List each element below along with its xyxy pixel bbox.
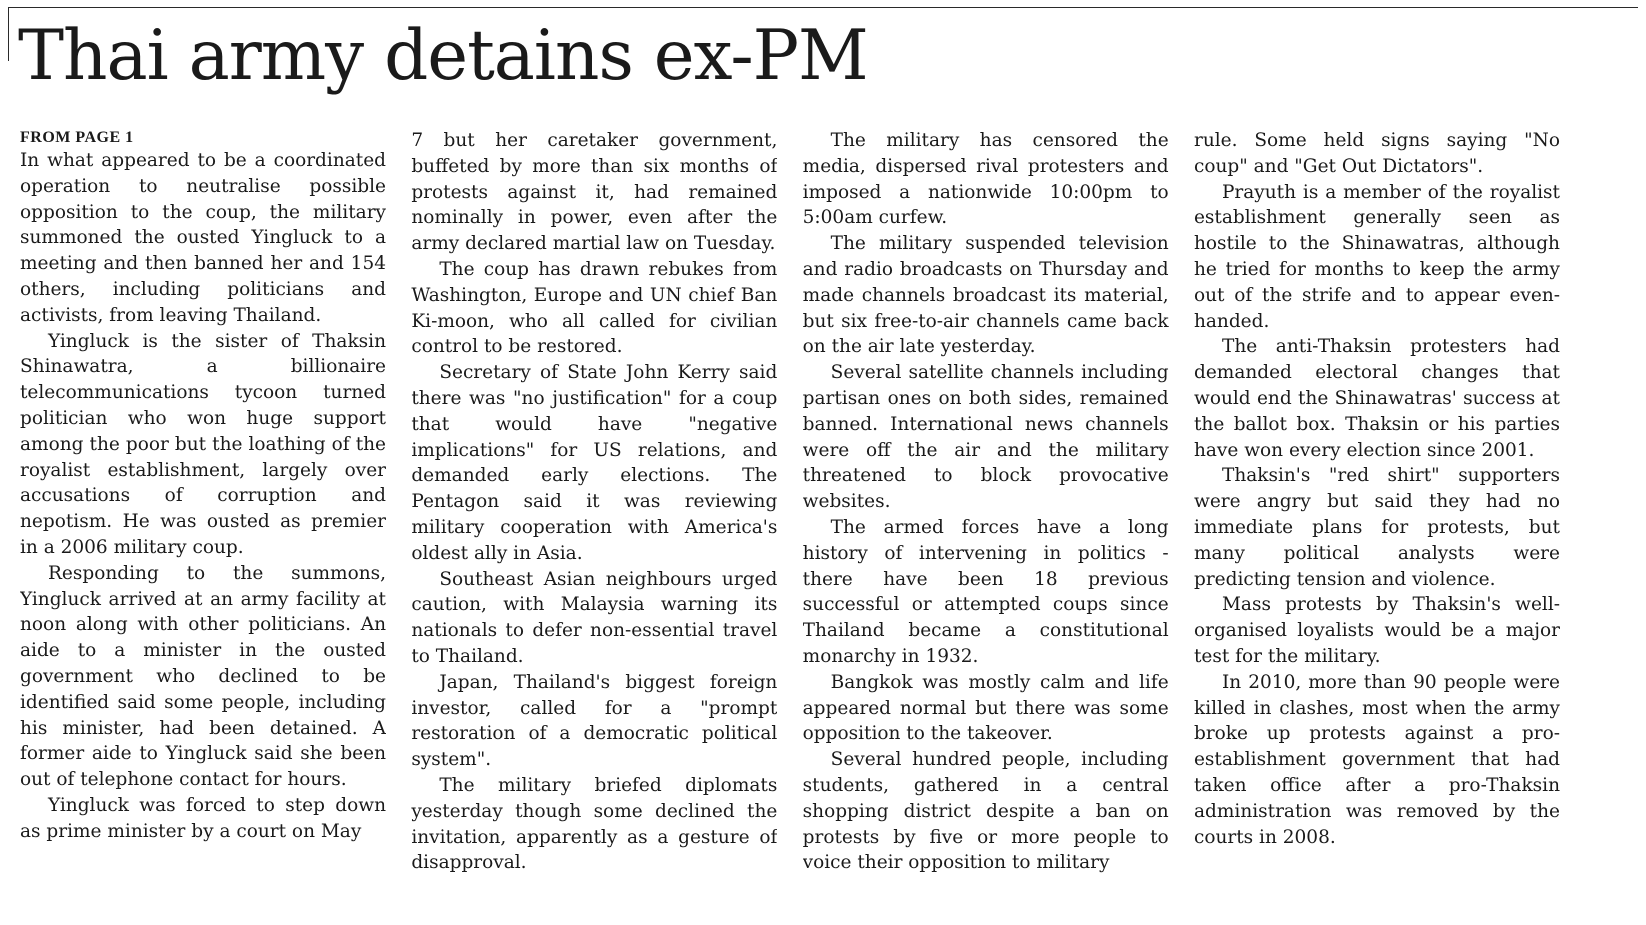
- paragraph: Several satellite channels including partisan ones on both sides, remained banned. International news channels were off the air and the military threatened to block provocative websites.: [802, 362, 1169, 513]
- paragraph: Prayuth is a member of the royalist establishment generally seen as hostile to the Shinawatras, although he tried for months to keep the army out of the strife and to appear even-handed.: [1193, 181, 1560, 332]
- kicker: FROM PAGE 1: [20, 129, 134, 146]
- paragraph: The military has censored the media, dispersed rival protesters and imposed a nationwide 10:00pm to 5:00am curfew.: [802, 130, 1169, 229]
- paragraph: In 2010, more than 90 people were killed in clashes, most when the army broke up protests against a pro-establishment government that had taken office after a pro-Thaksin administration was removed by the courts in 2008.: [1193, 671, 1560, 848]
- paragraph: Yingluck is the sister of Thaksin Shinawatra, a billionaire telecommunications tycoon turned politician who won huge support among the poor but the loathing of the royalist establishment, largely over accusations of corruption and nepotism. He was ousted as premier in a 2006 military coup.: [20, 330, 386, 558]
- paragraph: rule. Some held signs saying "No coup" and "Get Out Dictators".: [1193, 130, 1560, 177]
- paragraph: 7 but her caretaker government, buffeted by more than six months of protests against it, had remained nominally in power, even after the army declared martial law on Tuesday.: [411, 130, 778, 255]
- paragraph: The military briefed diplomats yesterday though some declined the invitation, apparently as a gesture of disapproval.: [411, 774, 778, 874]
- paragraph: Secretary of State John Kerry said there was "no justification" for a coup that would have "negative implications" for US relations, and demanded early elections. The Pentagon said it was reviewing military cooperation with America's oldest ally in Asia.: [411, 362, 778, 564]
- paragraph: The armed forces have a long history of intervening in politics - there have been 18 previous successful or attempted coups since Thailand became a constitutional monarchy in 1932.: [802, 516, 1169, 667]
- paragraph: Thaksin's "red shirt" supporters were angry but said they had no immediate plans for protests, but many political analysts were predicting tension and violence.: [1193, 465, 1560, 590]
- paragraph: Mass protests by Thaksin's well-organised loyalists would be a major test for the military.: [1193, 594, 1560, 667]
- article-column-2: [411, 128, 777, 908]
- paragraph: The anti-Thaksin protesters had demanded electoral changes that would end the Shinawatras' success at the ballot box. Thaksin or his parties have won every election since 2001.: [1193, 336, 1560, 461]
- paragraph: The military suspended television and radio broadcasts on Thursday and made channels broadcast its material, but six free-to-air channels came back on the air late yesterday.: [802, 233, 1169, 358]
- top-rule: [8, 7, 1638, 8]
- paragraph: Bangkok was mostly calm and life appeared normal but there was some opposition to the takeover.: [802, 671, 1169, 745]
- paragraph: Yingluck was forced to step down as prime minister by a court on May: [20, 794, 386, 842]
- article-column-3: [803, 128, 1169, 908]
- article-column-1: [20, 128, 386, 908]
- paragraph: The coup has drawn rebukes from Washington, Europe and UN chief Ban Ki-moon, who all called for civilian control to be restored.: [411, 258, 778, 358]
- article-body: [20, 128, 1560, 908]
- paragraph: Several hundred people, including students, gathered in a central shopping district despite a ban on protests by five or more people to voice their opposition to military: [802, 749, 1169, 874]
- headline: Thai army detains ex-PM: [18, 16, 868, 96]
- paragraph: Japan, Thailand's biggest foreign investor, called for a "prompt restoration of a democratic political system".: [411, 671, 778, 771]
- article-column-4: [1194, 128, 1560, 908]
- paragraph: Responding to the summons, Yingluck arrived at an army facility at noon along with other politicians. An aide to a minister in the ousted government who declined to be identified said some people, including his minister, had been detained. A former aide to Yingluck said she been out of telephone contact for hours.: [20, 562, 386, 791]
- paragraph: In what appeared to be a coordinated operation to neutralise possible opposition to the coup, the military summoned the ousted Yingluck to a meeting and then banned her and 154 others, including politicians and activists, from leaving Thailand.: [20, 150, 386, 326]
- paragraph: Southeast Asian neighbours urged caution, with Malaysia warning its nationals to defer non-essential travel to Thailand.: [411, 568, 778, 667]
- left-rule: [8, 7, 9, 61]
